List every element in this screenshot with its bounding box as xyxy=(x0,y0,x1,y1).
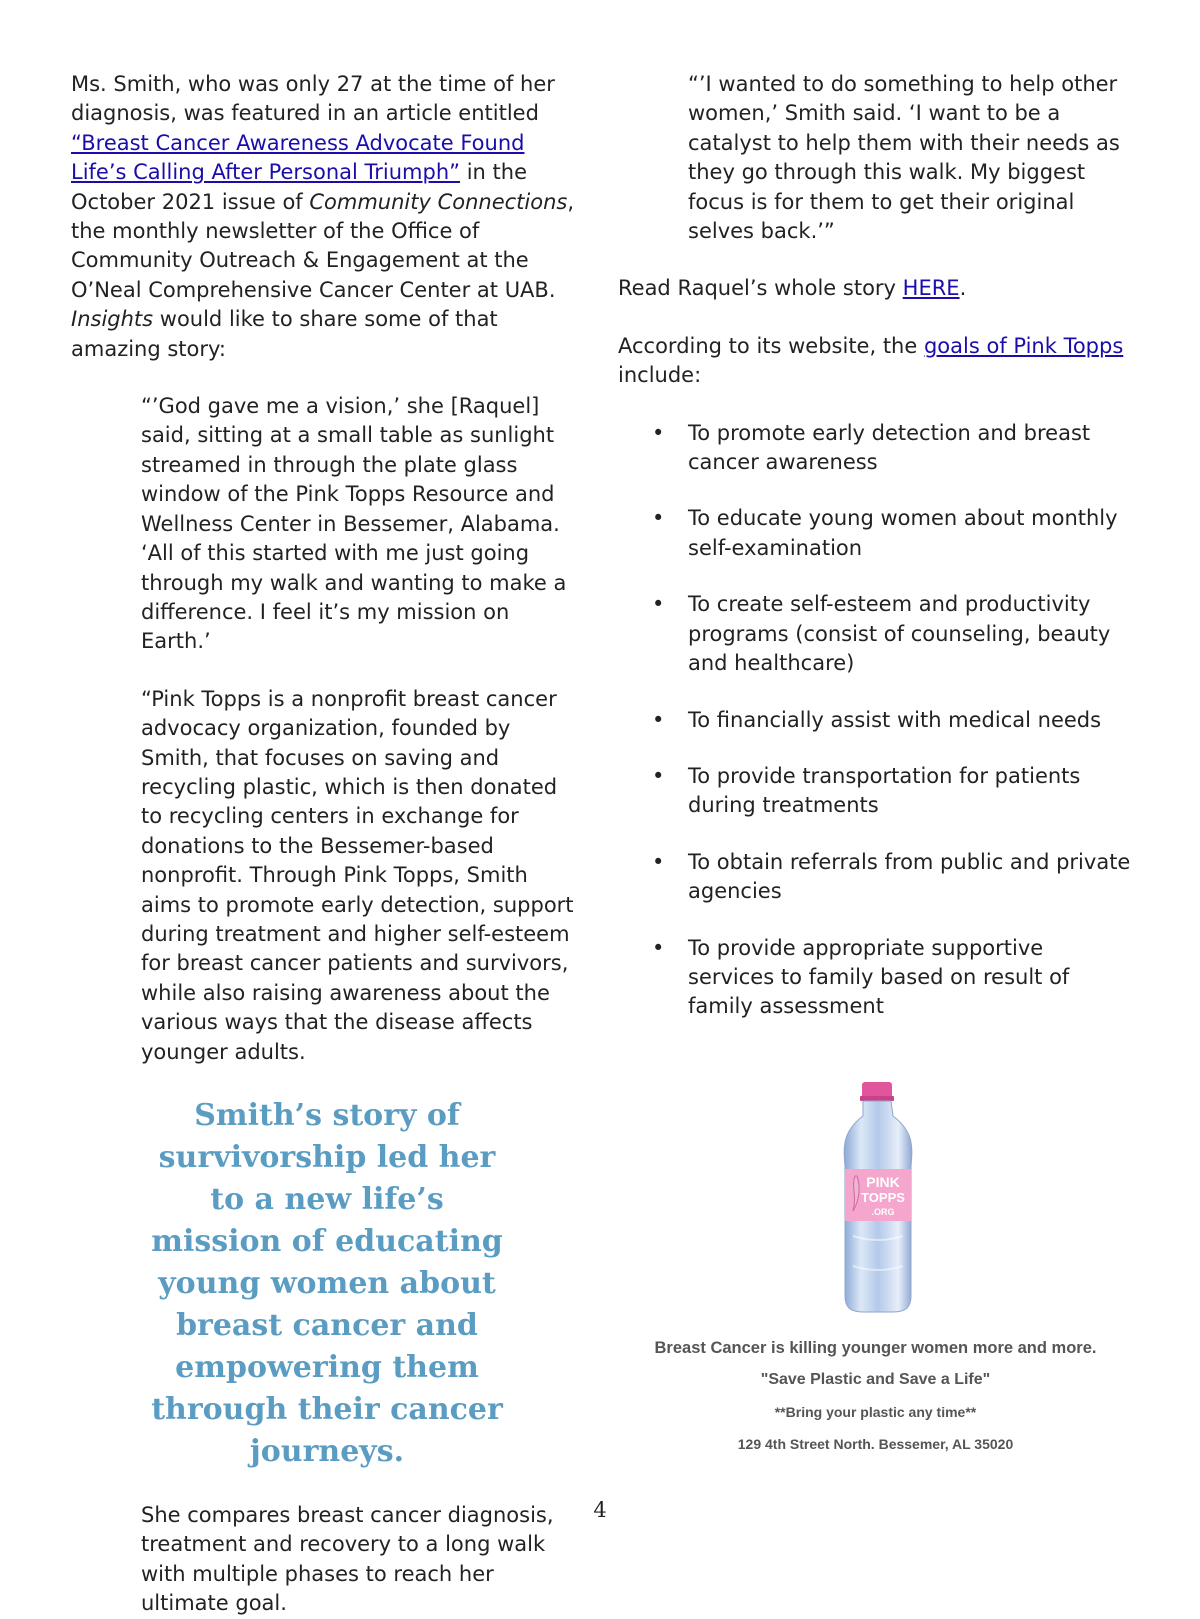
quote-vision: “’God gave me a vision,’ she [Raquel] said, sitting at a small table as sunlight streamed in through the plate glass window of the Pink Topps Resource and Wellness Center in Bessemer, Alabama. ‘All of this started with me just going through my walk and wanting to make a difference. I feel it’s my mission on Earth.’ xyxy=(141,394,567,654)
list-item xyxy=(618,504,1133,563)
list-item xyxy=(618,590,1133,678)
publication-name: Community Connections xyxy=(309,189,568,214)
goal-text: To financially assist with medical needs xyxy=(688,707,1102,732)
goal-text: To provide appropriate supportive services to family based on result of family assessment xyxy=(688,935,1070,1019)
goals-list xyxy=(618,419,1133,1022)
bullet-icon: • xyxy=(652,420,665,445)
water-bottle-icon xyxy=(823,1076,933,1316)
page-number: 4 xyxy=(593,1498,607,1522)
bullet-icon: • xyxy=(652,763,665,788)
bullet-icon: • xyxy=(652,592,665,617)
read-more-paragraph xyxy=(618,274,1133,303)
quote-catalyst: “’I wanted to do something to help other women,’ Smith said. ‘I want to be a catalyst to help them with their needs as they go through this walk. My biggest focus is for them to get their original selves back.’” xyxy=(688,72,1120,244)
here-link[interactable]: HERE xyxy=(902,276,960,301)
right-column xyxy=(618,70,1133,1049)
flyer-note: **Bring your plastic any time** xyxy=(774,1404,977,1420)
quote-pink-topps: “Pink Topps is a nonprofit breast cancer advocacy organization, founded by Smith, that focuses on saving and recycling plastic, which is then donated to recycling centers in exchange for donations to the Bessemer-based nonprofit. Through Pink Topps, Smith aims to promote early detection, support during treatment and higher self-esteem for breast cancer patients and survivors, while also raising awareness about the various ways that the disease affects younger adults. xyxy=(141,686,574,1064)
intro-text-3: , the monthly newsletter of the Office of Community Outreach & Engagement at the O’Neal Comprehensive Cancer Center at UAB. xyxy=(71,189,575,302)
bottle-cap xyxy=(862,1082,892,1098)
list-item xyxy=(618,706,1133,735)
list-item xyxy=(618,762,1133,821)
intro-text-2: in the October 2021 issue of xyxy=(71,160,528,214)
water-bottle-image xyxy=(823,1076,933,1316)
goal-text: To educate young women about monthly self-examination xyxy=(688,506,1118,560)
list-item xyxy=(618,934,1133,1022)
bullet-icon: • xyxy=(652,935,665,960)
label-text-topps: TOPPS xyxy=(861,1190,905,1205)
goals-intro-text: According to its website, the xyxy=(618,333,924,358)
flyer-slogan: "Save Plastic and Save a Life" xyxy=(760,1371,991,1388)
pink-topps-flyer xyxy=(618,1076,1133,1466)
pull-quote: Smith’s story of survivorship led her to a new life’s mission of educating young women about breast cancer and empowering them through their cancer journeys. xyxy=(151,1098,503,1469)
list-item xyxy=(618,848,1133,907)
left-column xyxy=(71,70,577,1619)
intro-paragraph xyxy=(71,70,577,364)
bullet-icon: • xyxy=(652,849,665,874)
goal-text: To provide transportation for patients during treatments xyxy=(688,763,1081,818)
goal-text: To promote early detection and breast cancer awareness xyxy=(688,420,1091,475)
intro-text-1: Ms. Smith, who was only 27 at the time of her diagnosis, was featured in an article entitled xyxy=(71,72,555,126)
closing-paragraph: She compares breast cancer diagnosis, treatment and recovery to a long walk with multiple phases to reach her ultimate goal. xyxy=(141,1503,554,1616)
flyer-address: 129 4th Street North. Bessemer, AL 35020 xyxy=(737,1436,1014,1452)
flyer-headline: Breast Cancer is killing younger women more and more. xyxy=(654,1339,1097,1357)
goals-intro-tail: include: xyxy=(618,363,702,388)
goal-text: To obtain referrals from public and private agencies xyxy=(688,849,1131,904)
goals-link[interactable]: goals of Pink Topps xyxy=(923,333,1124,358)
read-more-text: Read Raquel’s whole story xyxy=(618,276,903,301)
list-item xyxy=(618,419,1133,478)
flyer-text xyxy=(618,1332,1133,1460)
label-text-org: .ORG xyxy=(871,1207,895,1217)
insights-name: Insights xyxy=(71,307,154,332)
label-text-pink: PINK xyxy=(866,1174,900,1190)
bottle-cap-ring xyxy=(860,1096,894,1101)
article-link[interactable]: “Breast Cancer Awareness Advocate Found Life’s Calling After Personal Triumph” xyxy=(71,130,525,185)
goals-intro-paragraph xyxy=(618,332,1133,391)
read-more-period: . xyxy=(959,276,967,301)
bullet-icon: • xyxy=(652,707,665,732)
intro-text-4: would like to share some of that amazing story: xyxy=(71,307,498,361)
bullet-icon: • xyxy=(652,506,665,531)
goal-text: To create self-esteem and productivity programs (consist of counseling, beauty and healthcare) xyxy=(688,592,1111,676)
